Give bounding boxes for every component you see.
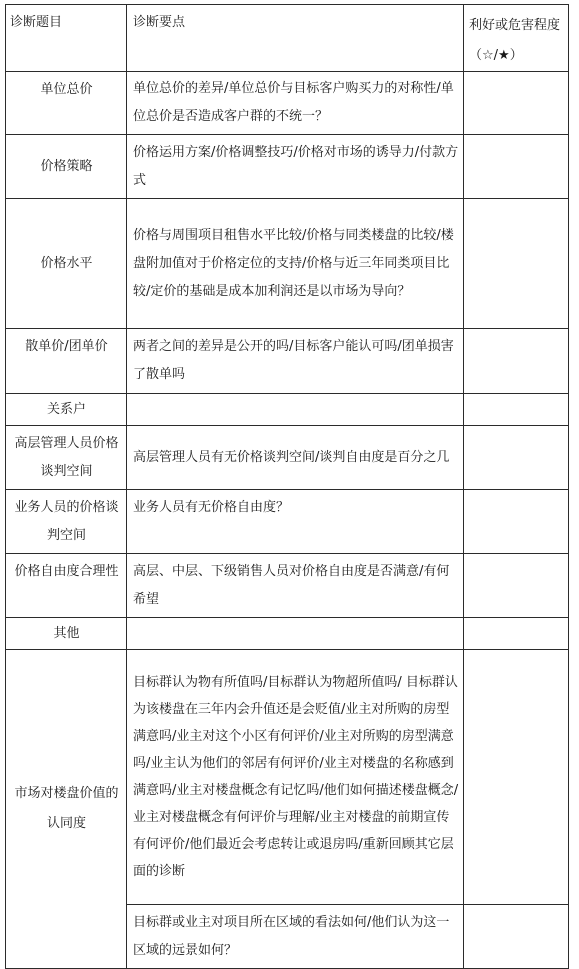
row-points: 价格运用方案/价格调整技巧/价格对市场的诱导力/付款方式 bbox=[133, 144, 459, 188]
table-row bbox=[6, 72, 569, 135]
row-topic: 价格水平 bbox=[40, 255, 93, 271]
row-topic: 其他 bbox=[53, 625, 80, 641]
row-topic: 业务人员的价格谈判空间 bbox=[14, 499, 119, 543]
topic-cell bbox=[6, 135, 127, 199]
topic-cell bbox=[6, 394, 127, 426]
points-cell bbox=[127, 135, 464, 199]
row-points: 目标群或业主对项目所在区域的看法如何/他们认为这一区域的远景如何？ bbox=[133, 914, 450, 958]
table-row bbox=[6, 650, 569, 905]
table-row bbox=[6, 135, 569, 199]
rating-cell bbox=[464, 394, 569, 426]
row-topic: 单位总价 bbox=[40, 82, 93, 97]
row-points: 单位总价的差异/单位总价与目标客户购买力的对称性/单位总价是否造成客户群的不统一？ bbox=[133, 81, 454, 124]
topic-cell bbox=[6, 490, 127, 554]
points-cell bbox=[127, 554, 464, 618]
points-cell bbox=[127, 394, 464, 426]
row-points: 业务人员有无价格自由度？ bbox=[133, 500, 290, 515]
points-cell bbox=[127, 72, 464, 135]
header-topic-cell bbox=[6, 5, 127, 72]
table-row bbox=[6, 554, 569, 618]
topic-cell bbox=[6, 618, 127, 650]
row-topic: 价格自由度合理性 bbox=[14, 564, 119, 579]
table-header-row bbox=[6, 5, 569, 72]
rating-cell bbox=[464, 490, 569, 554]
header-rating-cell bbox=[464, 5, 569, 72]
rating-cell bbox=[464, 329, 569, 394]
topic-cell bbox=[6, 199, 127, 329]
rating-cell bbox=[464, 618, 569, 650]
topic-cell bbox=[6, 329, 127, 394]
header-points: 诊断要点 bbox=[133, 15, 186, 30]
row-points: 两者之间的差异是公开的吗/目标客户能认可吗/团单损害了散单吗 bbox=[133, 339, 454, 382]
row-topic: 市场对楼盘价值的认同度 bbox=[14, 786, 119, 831]
row-topic: 价格策略 bbox=[40, 158, 93, 174]
table-row bbox=[6, 426, 569, 490]
row-points: 价格与周围项目租售水平比较/价格与同类楼盘的比较/楼盘附加值对于价格定位的支持/价格与近三年同类项目比较/定价的基础是成本加利润还是以市场为导向？ bbox=[133, 227, 454, 299]
row-points: 高层管理人员有无价格谈判空间/谈判自由度是百分之几 bbox=[133, 449, 450, 465]
row-topic: 高层管理人员价格谈判空间 bbox=[14, 435, 119, 479]
header-topic: 诊断题目 bbox=[10, 15, 63, 30]
rating-cell bbox=[464, 554, 569, 618]
rating-cell bbox=[464, 905, 569, 969]
rating-cell bbox=[464, 72, 569, 135]
row-topic: 散单价/团单价 bbox=[25, 339, 108, 354]
points-cell bbox=[127, 426, 464, 490]
points-cell bbox=[127, 618, 464, 650]
row-points: 目标群认为物有所值吗/目标群认为物超所值吗/ 目标群认为该楼盘在三年内会升值还是会贬值/业主对所购的房型满意吗/业主对这个小区有何评价/业主对所购的房型满意吗/业主认为他们的邻居有何评价/业主对楼盘的名称感到满意吗/业主对楼盘概念有记忆吗/他们如何描述楼盘概念/业主对楼盘概念有何评价与理解/业主对楼盘的前期宣传有何评价/他们最近会考虑转让或退房吗/重新回顾其它层面的诊断 bbox=[133, 675, 459, 879]
topic-cell bbox=[6, 72, 127, 135]
points-cell bbox=[127, 199, 464, 329]
table-row bbox=[6, 199, 569, 329]
points-cell bbox=[127, 329, 464, 394]
row-topic: 关系户 bbox=[46, 401, 86, 417]
rating-cell bbox=[464, 650, 569, 905]
topic-cell bbox=[6, 426, 127, 490]
table-row bbox=[6, 490, 569, 554]
diagnosis-table bbox=[5, 4, 569, 969]
table-row bbox=[6, 329, 569, 394]
row-points: 高层、中层、下级销售人员对价格自由度是否满意/有何希望 bbox=[133, 563, 450, 607]
header-points-cell bbox=[127, 5, 464, 72]
rating-cell bbox=[464, 135, 569, 199]
rating-cell bbox=[464, 199, 569, 329]
points-cell bbox=[127, 650, 464, 905]
points-cell bbox=[127, 490, 464, 554]
topic-cell bbox=[6, 650, 127, 969]
rating-cell bbox=[464, 426, 569, 490]
points-cell bbox=[127, 905, 464, 969]
header-rating: 利好或危害程度（☆/★） bbox=[469, 18, 561, 63]
table-row bbox=[6, 618, 569, 650]
topic-cell bbox=[6, 554, 127, 618]
table-row bbox=[6, 394, 569, 426]
